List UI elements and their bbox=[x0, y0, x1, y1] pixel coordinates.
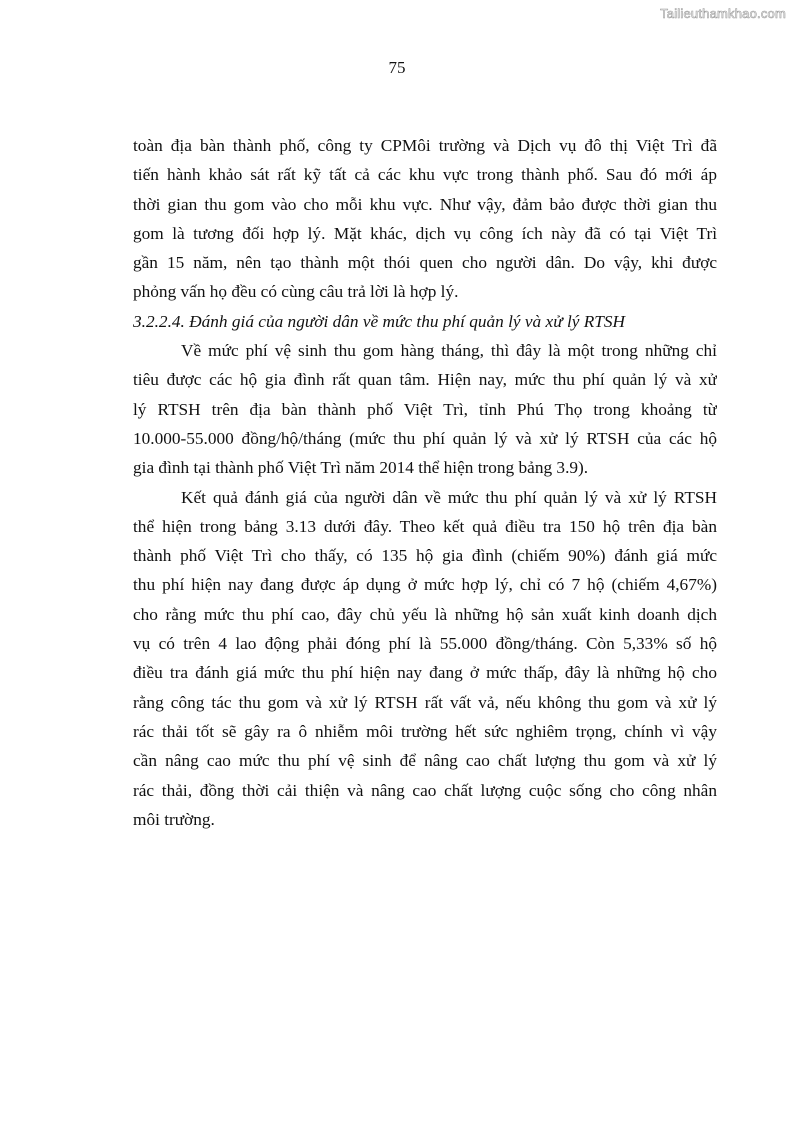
text-line: gom là tương đối hợp lý. Mặt khác, dịch vụ công ích này đã có tại Việt Trì bbox=[133, 223, 717, 243]
text-line: Kết quả đánh giá của người dân về mức thu phí quản lý và xử lý RTSH bbox=[181, 487, 717, 507]
text-line: cần nâng cao mức thu phí vệ sinh để nâng cao chất lượng thu gom và xử lý bbox=[133, 751, 717, 771]
text-line: tiêu được các hộ gia đình rất quan tâm. Hiện nay, mức thu phí quản lý và xử bbox=[133, 370, 717, 390]
text-line: Về mức phí vệ sinh thu gom hàng tháng, thì đây là một trong những chỉ bbox=[181, 341, 717, 361]
paragraph-2 bbox=[133, 336, 717, 482]
text-line: môi trường. bbox=[133, 809, 215, 829]
text-line: thành phố Việt Trì cho thấy, có 135 hộ gia đình (chiếm 90%) đánh giá mức bbox=[133, 546, 717, 566]
text-line: tiến hành khảo sát rất kỹ tất cả các khu vực trong thành phố. Sau đó mới áp bbox=[133, 165, 717, 185]
text-line: gần 15 năm, nên tạo thành một thói quen cho người dân. Do vậy, khi được bbox=[133, 253, 717, 273]
text-line: cho rằng mức thu phí cao, đây chủ yếu là những hộ sản xuất kinh doanh dịch bbox=[133, 604, 717, 624]
document-body bbox=[133, 131, 717, 834]
text-line: điều tra đánh giá mức thu phí hiện nay đang ở mức thấp, đây là những hộ cho bbox=[133, 663, 717, 683]
paragraph-3 bbox=[133, 483, 717, 835]
paragraph-1 bbox=[133, 131, 717, 307]
text-line: gia đình tại thành phố Việt Trì năm 2014 thể hiện trong bảng 3.9). bbox=[133, 458, 589, 478]
section-heading-text: 3.2.2.4. Đánh giá của người dân về mức thu phí quản lý và xử lý RTSH bbox=[133, 311, 626, 331]
text-line: phỏng vấn họ đều có cùng câu trả lời là hợp lý. bbox=[133, 282, 459, 302]
text-line: vụ có trên 4 lao động phải đóng phí là 55.000 đồng/tháng. Còn 5,33% số hộ bbox=[133, 634, 717, 654]
text-line: lý RTSH trên địa bàn thành phố Việt Trì, tỉnh Phú Thọ trong khoảng từ bbox=[133, 399, 717, 419]
text-line: 10.000-55.000 đồng/hộ/tháng (mức thu phí quản lý và xử lý RTSH của các hộ bbox=[133, 428, 717, 448]
page-number: 75 bbox=[388, 58, 406, 77]
watermark: Tailieuthamkhao.com bbox=[660, 6, 786, 21]
text-line: rằng công tác thu gom và xử lý RTSH rất vất vả, nếu không thu gom và xử lý bbox=[133, 692, 717, 712]
text-line: thời gian thu gom vào cho mỗi khu vực. Như vậy, đảm bảo được thời gian thu bbox=[133, 194, 717, 214]
text-line: rác thải tốt sẽ gây ra ô nhiễm môi trường hết sức nghiêm trọng, chính vì vậy bbox=[133, 721, 717, 741]
text-line: thể hiện trong bảng 3.13 dưới đây. Theo kết quả điều tra 150 hộ trên địa bàn bbox=[133, 516, 717, 536]
text-line: toàn địa bàn thành phố, công ty CPMôi trường và Dịch vụ đô thị Việt Trì đã bbox=[133, 136, 717, 155]
section-heading bbox=[133, 307, 717, 336]
text-line: thu phí hiện nay đang được áp dụng ở mức hợp lý, chỉ có 7 hộ (chiếm 4,67%) bbox=[133, 575, 717, 595]
text-line: rác thải, đồng thời cải thiện và nâng cao chất lượng cuộc sống cho công nhân bbox=[133, 780, 717, 800]
